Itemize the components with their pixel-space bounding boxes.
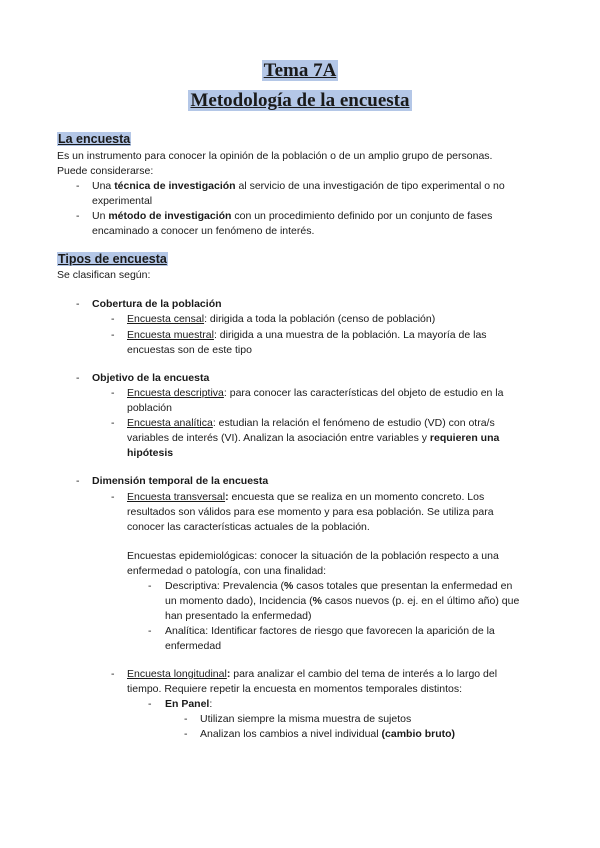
list-item-continuation: tiempo. Requiere repetir la encuesta en momentos temporales distintos:	[127, 683, 463, 695]
subsection-title: Dimensión temporal de la encuesta	[92, 475, 269, 487]
list-item: Encuesta longitudinal: para analizar el cambio del tema de interés a lo largo del	[127, 668, 498, 680]
list-item-continuation: variables de interés (VI). Analizan la asociación entre variables y requieren una	[127, 432, 500, 444]
subsection-title: Cobertura de la población	[92, 298, 222, 310]
bullet-dash: -	[111, 387, 115, 399]
list-item: Descriptiva: Prevalencia (% casos totales que presentan la enfermedad en	[165, 580, 513, 592]
list-item-continuation: enfermedad	[165, 640, 222, 652]
paragraph: Puede considerarse:	[57, 165, 154, 177]
list-item-continuation: encaminado a conocer un fenómeno de interés.	[92, 225, 315, 237]
subsection-title: Objetivo de la encuesta	[92, 372, 210, 384]
paragraph: Se clasifican según:	[57, 269, 151, 281]
bullet-dash: -	[76, 210, 80, 222]
list-item: Una técnica de investigación al servicio de una investigación de tipo experimental o no	[92, 180, 505, 192]
bullet-dash: -	[111, 417, 115, 429]
paragraph: Es un instrumento para conocer la opinión de la población o de un amplio grupo de personas.	[57, 150, 493, 162]
list-item: Encuesta descriptiva: para conocer las características del objeto de estudio en la	[127, 387, 504, 399]
list-item: Encuesta muestral: dirigida a una muestra de la población. La mayoría de las	[127, 329, 487, 341]
bullet-dash: -	[184, 728, 188, 740]
bullet-dash: -	[76, 298, 80, 310]
list-item-continuation: encuestas son de este tipo	[127, 344, 252, 356]
list-item-continuation: un momento dado), Incidencia (% casos nuevos (p. ej. en el último año) que	[165, 595, 520, 607]
bullet-dash: -	[111, 668, 115, 680]
bullet-dash: -	[111, 313, 115, 325]
list-item-continuation: población	[127, 402, 172, 414]
bullet-dash: -	[148, 580, 152, 592]
document-title: Tema 7A	[263, 60, 337, 81]
bullet-dash: -	[148, 698, 152, 710]
paragraph: enfermedad o patología, con una finalidad:	[127, 565, 327, 577]
section-heading-la-encuesta: La encuesta	[58, 132, 131, 146]
list-item: Analítica: Identificar factores de riesgo que favorecen la aparición de la	[165, 625, 495, 637]
bullet-dash: -	[111, 491, 115, 503]
list-item-continuation: resultados son válidos para ese momento y para esa población. Se utiliza para	[127, 506, 494, 518]
bullet-dash: -	[111, 329, 115, 341]
bullet-dash: -	[148, 625, 152, 637]
bullet-dash: -	[184, 713, 188, 725]
list-item: Encuesta transversal: encuesta que se realiza en un momento concreto. Los	[127, 491, 485, 503]
list-item: Analizan los cambios a nivel individual (cambio bruto)	[200, 728, 456, 740]
document-subtitle: Metodología de la encuesta	[190, 90, 410, 111]
paragraph: Encuestas epidemiológicas: conocer la situación de la población respecto a una	[127, 550, 499, 562]
list-item-continuation: hipótesis	[127, 447, 174, 459]
section-heading-tipos: Tipos de encuesta	[58, 252, 167, 266]
list-item: Encuesta analítica: estudian la relación el fenómeno de estudio (VD) con otra/s	[127, 417, 495, 429]
list-item: En Panel:	[165, 698, 213, 710]
list-item-continuation: conocer las características actuales de la población.	[127, 521, 370, 533]
list-item-continuation: han presentado la enfermedad)	[165, 610, 312, 622]
bullet-dash: -	[76, 372, 80, 384]
bullet-dash: -	[76, 180, 80, 192]
list-item: Utilizan siempre la misma muestra de sujetos	[200, 713, 412, 725]
list-item-continuation: experimental	[92, 195, 153, 207]
bullet-dash: -	[76, 475, 80, 487]
list-item: Encuesta censal: dirigida a toda la población (censo de población)	[127, 313, 436, 325]
list-item: Un método de investigación con un procedimiento definido por un conjunto de fases	[92, 210, 493, 222]
